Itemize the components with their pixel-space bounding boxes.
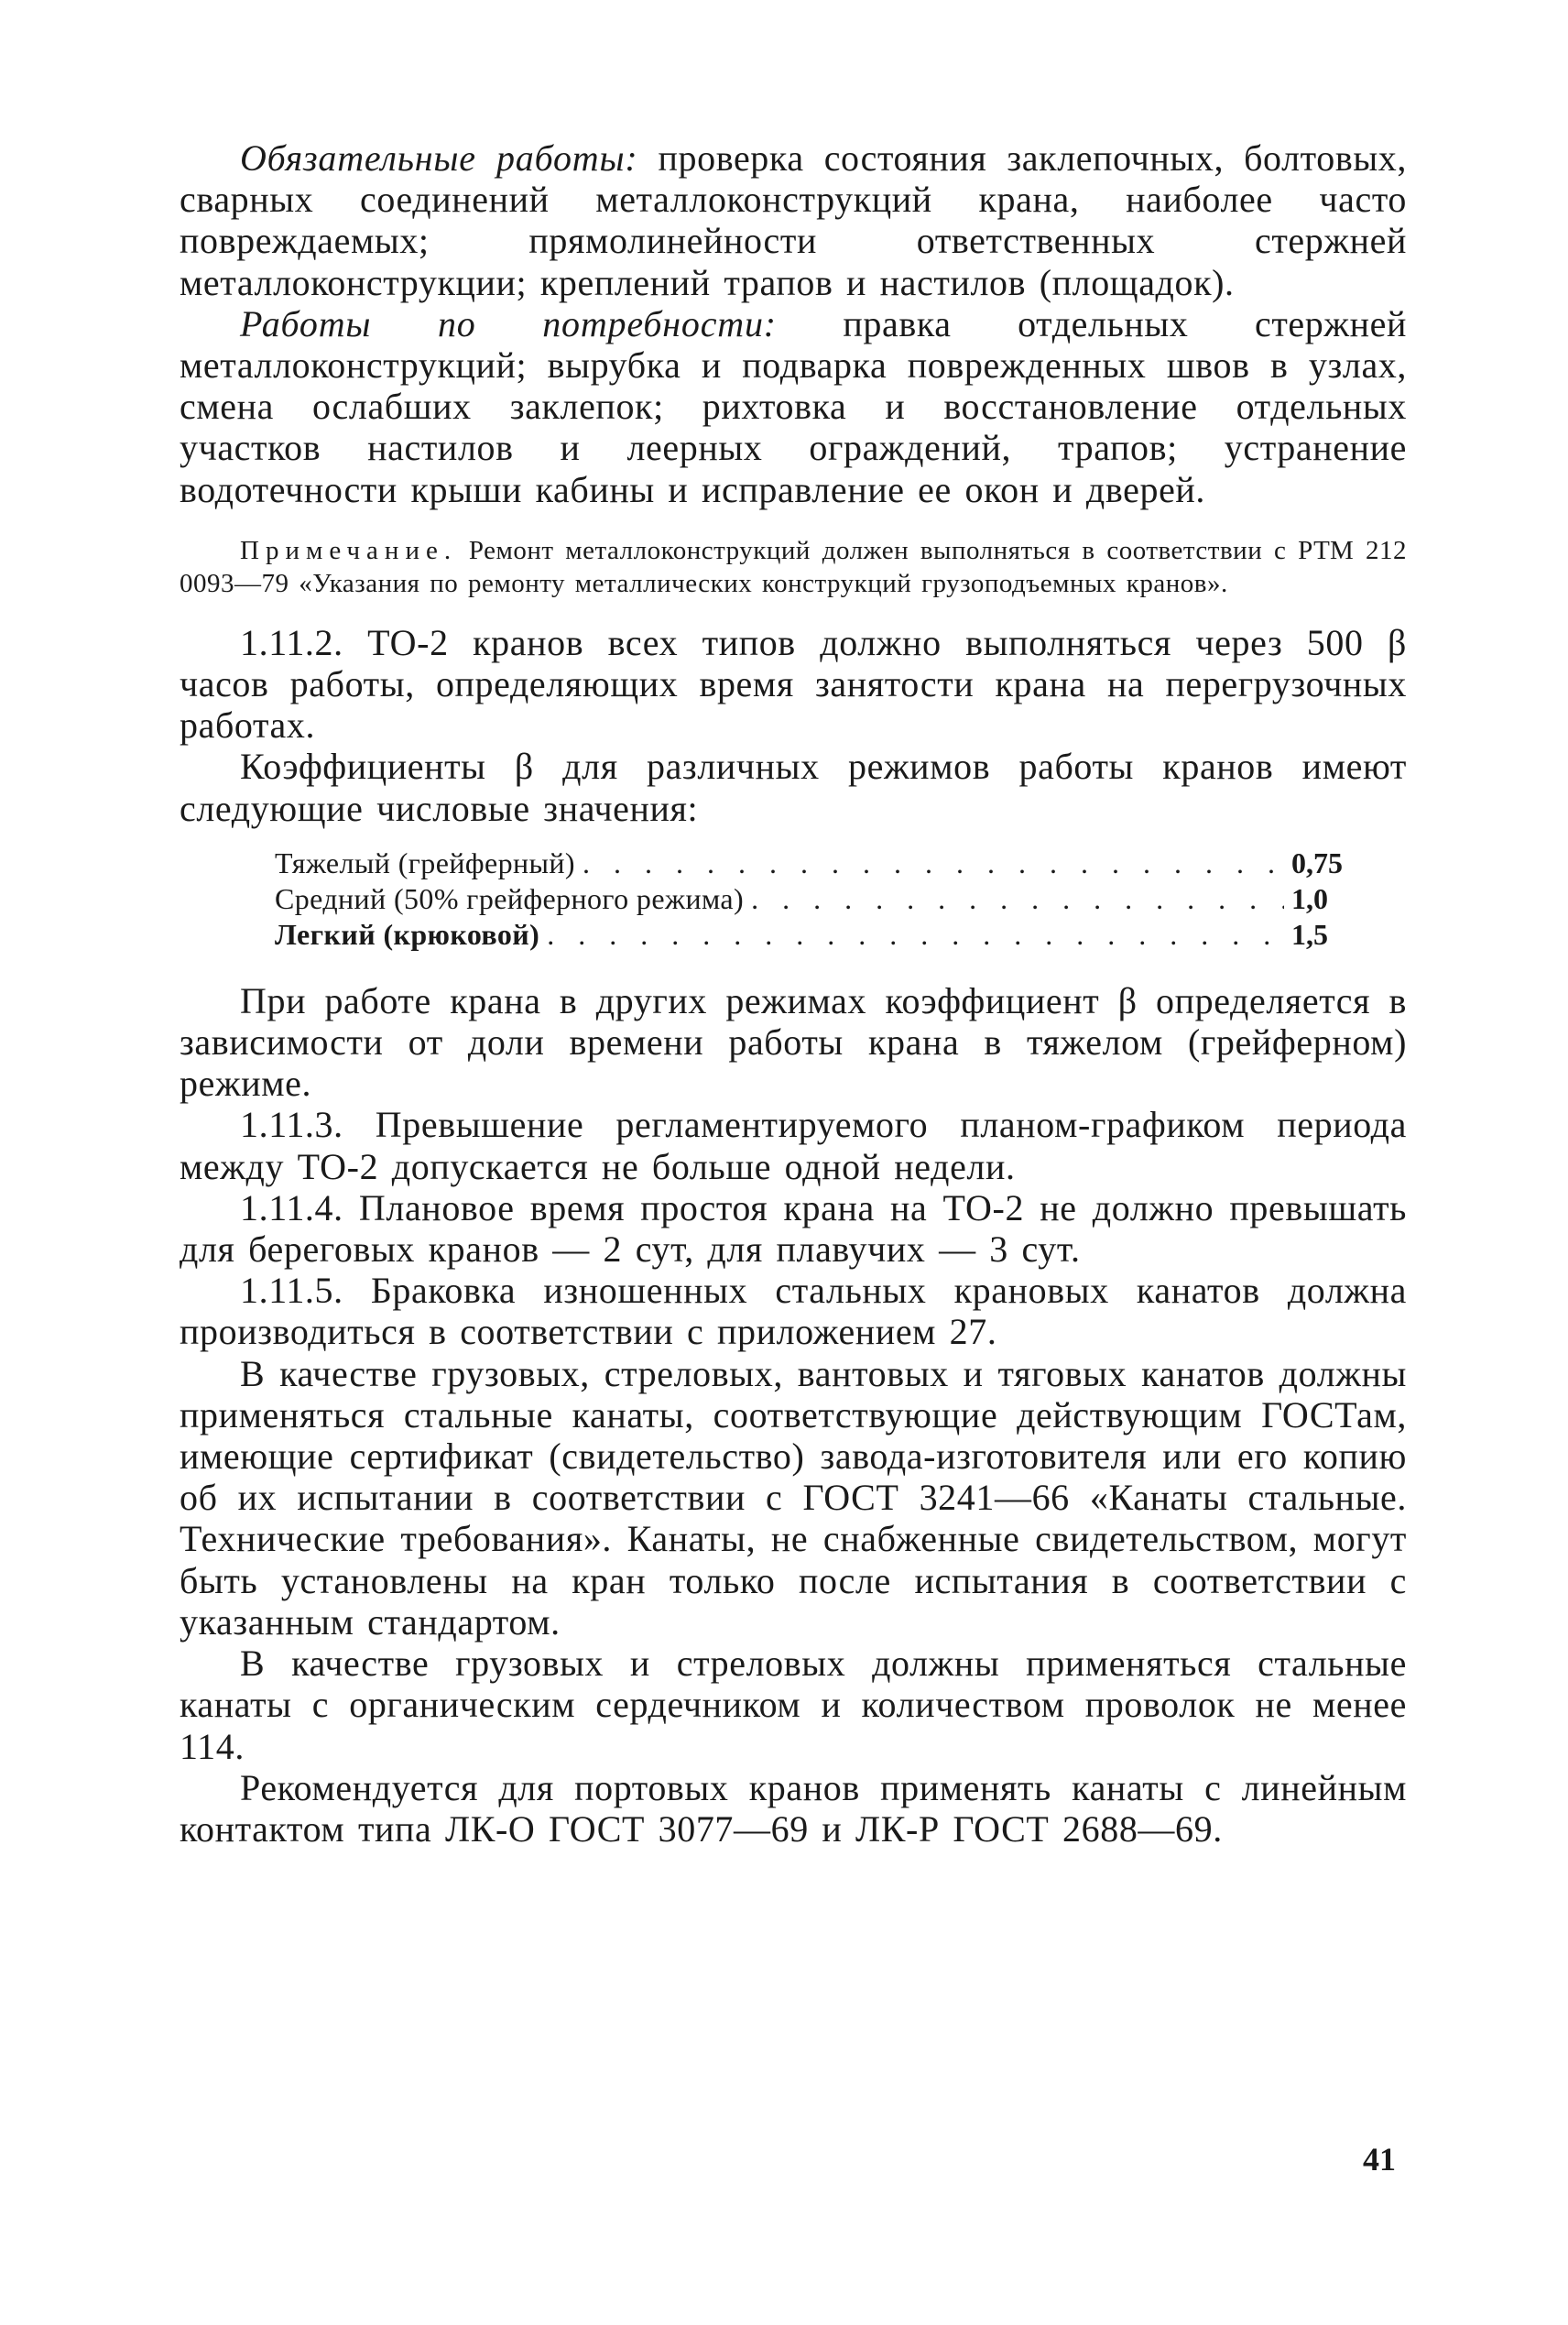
coefficients-intro: Коэффициенты β для различных режимов работы кранов имеют следующие числовые значения: xyxy=(180,746,1407,829)
paragraph-other-modes: При работе крана в других режимах коэффициент β определяется в зависимости от доли времени работы крана в тяжелом (грейферном) режиме. xyxy=(180,979,1407,1105)
document-page xyxy=(180,137,1407,1850)
paragraph-text-on-demand: правка отдельных стержней металлоконструкций; вырубка и подварка поврежденных швов в узлах, смена ослабших заклепок; рихтовка и восстановление отдельных участков настилов и леерных ограждений, трапов; устранение водотечности крыши кабины и исправление ее окон и дверей. xyxy=(180,302,1407,510)
coefficient-name: Легкий (крюковой) xyxy=(275,917,540,951)
leader-dots xyxy=(583,846,1284,881)
section-1-11-2: 1.11.2. ТО-2 кранов всех типов должно выполняться через 500 β часов работы, определяющих время занятости крана на перегрузочных работах. xyxy=(180,621,1407,747)
coefficients-table xyxy=(275,846,1363,953)
paragraph-lead-mandatory: Обязательные работы: xyxy=(240,137,638,179)
section-1-11-4: 1.11.4. Плановое время простоя крана на ТО-2 не должно превышать для береговых кранов — 2 сут, для плавучих — 3 сут. xyxy=(180,1186,1407,1271)
coefficient-row-medium xyxy=(275,881,1363,917)
coefficient-value: 0,75 xyxy=(1291,846,1343,879)
coefficient-value: 1,5 xyxy=(1291,917,1328,951)
note-text: Ремонт металлоконструкций должен выполняться в соответствии с РТМ 212 0093—79 «Указания по ремонту металлических конструкций грузоподъемных кранов». xyxy=(180,535,1407,598)
paragraph-mandatory-works xyxy=(180,137,1407,303)
paragraph-ropes-core: В качестве грузовых и стреловых должны применяться стальные канаты с органическим сердечником и количеством проволок не менее 114. xyxy=(180,1643,1407,1767)
coefficient-name: Средний (50% грейферного режима) xyxy=(275,881,745,915)
note-block xyxy=(180,534,1407,600)
coefficient-row-light xyxy=(275,917,1363,953)
paragraph-ropes-recommendation: Рекомендуется для портовых кранов применять канаты с линейным контактом типа ЛК-О ГОСТ 3077—69 и ЛК-Р ГОСТ 2688—69. xyxy=(180,1766,1407,1850)
paragraph-ropes-certification: В качестве грузовых, стреловых, вантовых и тяговых канатов должны применяться стальные канаты, соответствующие действующим ГОСТам, имеющие сертификат (свидетельство) завода-изготовителя или его копию об их испытании в соответствии с ГОСТ 3241—66 «Канаты стальные. Технические требования». Канаты, не снабженные свидетельством, могут быть установлены на кран только после испытания в соответствии с указанным стандартом. xyxy=(180,1352,1407,1643)
section-1-11-5: 1.11.5. Браковка изношенных стальных крановых канатов должна производиться в соответствии с приложением 27. xyxy=(180,1270,1407,1353)
coefficient-value: 1,0 xyxy=(1291,881,1328,915)
section-1-11-3: 1.11.3. Превышение регламентируемого планом-графиком периода между ТО-2 допускается не больше одной недели. xyxy=(180,1104,1407,1187)
leader-dots xyxy=(547,917,1284,953)
page-number: 41 xyxy=(1363,2141,1396,2178)
leader-dots xyxy=(751,881,1284,917)
coefficient-name: Тяжелый (грейферный) xyxy=(275,846,575,879)
paragraph-text-mandatory: проверка состояния заклепочных, болтовых, сварных соединений металлоконструкций крана, наиболее часто повреждаемых; прямолинейности ответственных стержней металлоконструкции; креплений трапов и настилов (площадок). xyxy=(180,137,1407,303)
coefficient-row-heavy xyxy=(275,846,1363,881)
paragraph-lead-on-demand: Работы по потребности: xyxy=(240,302,777,344)
note-label: Примечание. xyxy=(240,535,458,565)
paragraph-works-on-demand xyxy=(180,303,1407,510)
